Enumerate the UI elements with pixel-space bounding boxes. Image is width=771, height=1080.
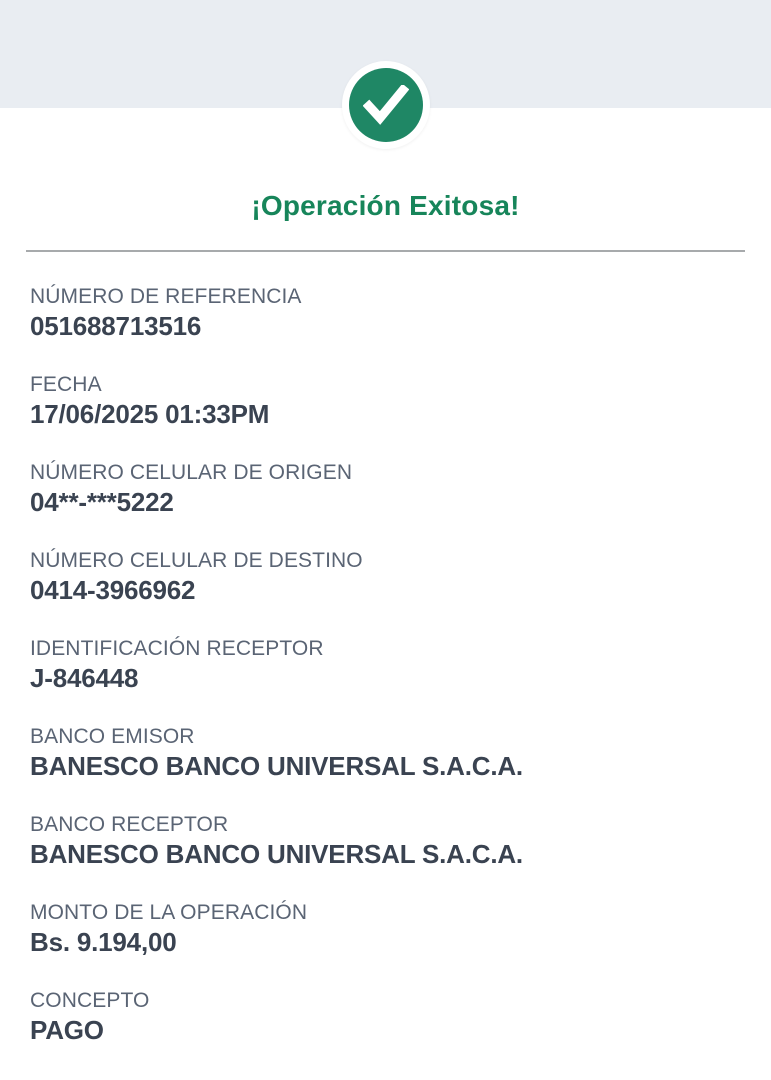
field-value-identificacion-receptor: J-846448 xyxy=(30,663,139,693)
field-value-concepto: PAGO xyxy=(30,1015,104,1045)
success-badge-circle xyxy=(349,68,423,142)
receipt-row xyxy=(30,547,741,607)
check-icon xyxy=(363,85,409,125)
receipt-details xyxy=(0,252,771,1047)
success-badge xyxy=(342,61,430,149)
field-label-monto: MONTO DE LA OPERACIÓN xyxy=(30,901,308,924)
receipt-row xyxy=(30,811,741,871)
field-value-monto: Bs. 9.194,00 xyxy=(30,927,177,957)
receipt-row xyxy=(30,459,741,519)
field-label-referencia: NÚMERO DE REFERENCIA xyxy=(30,285,302,308)
receipt-row xyxy=(30,987,741,1047)
field-value-referencia: 051688713516 xyxy=(30,311,202,341)
receipt-row xyxy=(30,371,741,431)
page-title: ¡Operación Exitosa! xyxy=(251,190,520,221)
receipt-row xyxy=(30,723,741,783)
field-value-banco-emisor: BANESCO BANCO UNIVERSAL S.A.C.A. xyxy=(30,751,523,781)
field-label-banco-receptor: BANCO RECEPTOR xyxy=(30,813,229,836)
field-value-celular-destino: 0414-3966962 xyxy=(30,575,196,605)
field-value-celular-origen: 04**-***5222 xyxy=(30,487,174,517)
receipt-row xyxy=(30,899,741,959)
field-label-fecha: FECHA xyxy=(30,373,102,396)
field-label-identificacion-receptor: IDENTIFICACIÓN RECEPTOR xyxy=(30,637,324,660)
field-label-celular-origen: NÚMERO CELULAR DE ORIGEN xyxy=(30,461,353,484)
field-label-banco-emisor: BANCO EMISOR xyxy=(30,725,195,748)
field-value-fecha: 17/06/2025 01:33PM xyxy=(30,399,270,429)
receipt-row xyxy=(30,283,741,343)
receipt-row xyxy=(30,635,741,695)
field-value-banco-receptor: BANESCO BANCO UNIVERSAL S.A.C.A. xyxy=(30,839,523,869)
field-label-concepto: CONCEPTO xyxy=(30,989,150,1012)
field-label-celular-destino: NÚMERO CELULAR DE DESTINO xyxy=(30,549,363,572)
